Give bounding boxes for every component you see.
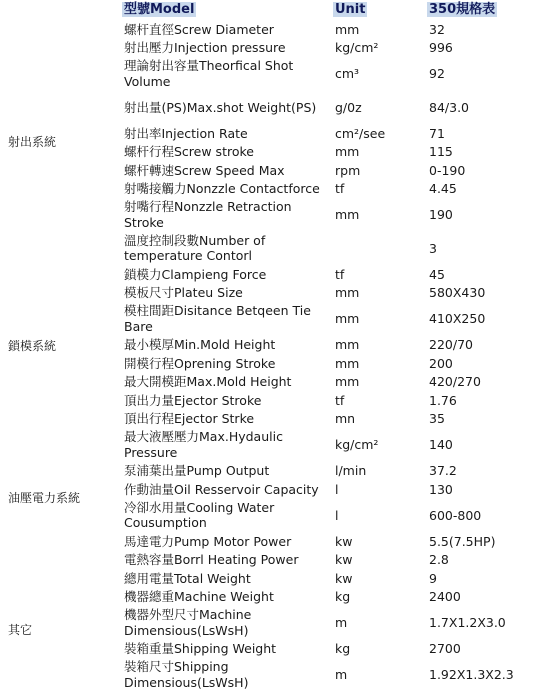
header-group-cell bbox=[0, 0, 124, 20]
spec-value: 420/270 bbox=[429, 374, 481, 389]
spec-label: 冷卻水用量Cooling Water Cousumption bbox=[124, 499, 275, 531]
spec-label: 射出壓力Injection pressure bbox=[124, 40, 286, 55]
header-unit-cell bbox=[335, 0, 429, 20]
spec-unit: kw bbox=[335, 533, 353, 549]
spec-label: 機器外型尺寸Machine Dimensious(LsWsH) bbox=[124, 607, 252, 638]
header-value-cell bbox=[429, 0, 553, 20]
spec-label: 螺杆直徑Screw Diameter bbox=[124, 21, 274, 37]
spec-label: 射嘴接觸力Nonzzle Contactforce bbox=[124, 181, 320, 196]
spec-label: 最大液壓壓力Max.Hydaulic Pressure bbox=[124, 429, 283, 460]
table-row bbox=[0, 20, 553, 39]
spec-value: 3 bbox=[429, 240, 437, 256]
spec-table-body bbox=[0, 20, 553, 692]
spec-value: 190 bbox=[429, 207, 453, 222]
spec-table-header bbox=[0, 0, 553, 20]
spec-label: 最大開模距Max.Mold Height bbox=[124, 374, 292, 389]
spec-label: 頂出力量Ejector Stroke bbox=[124, 392, 262, 408]
spec-unit: kg/cm² bbox=[335, 40, 379, 55]
spec-unit: mm bbox=[335, 144, 360, 159]
spec-value: 5.5(7.5HP) bbox=[429, 533, 496, 549]
spec-label: 作動油量Oil Resservoir Capacity bbox=[124, 481, 319, 497]
spec-value: 0-190 bbox=[429, 162, 466, 178]
spec-value: 115 bbox=[429, 144, 453, 159]
spec-label: 射嘴行程Nonzzle Retraction Stroke bbox=[124, 199, 292, 230]
spec-label: 開模行程Oprening Stroke bbox=[124, 355, 276, 371]
spec-unit: mm bbox=[335, 355, 360, 371]
spec-value: 220/70 bbox=[429, 337, 473, 352]
spec-label: 理論射出容量Theorfical Shot Volume bbox=[124, 58, 294, 89]
group-label: 射出系統 bbox=[8, 134, 57, 149]
spec-unit: kg/cm² bbox=[335, 437, 379, 452]
spec-value: 1.76 bbox=[429, 392, 457, 408]
spec-value: 71 bbox=[429, 125, 445, 141]
spec-unit: mm bbox=[335, 311, 360, 326]
spec-value: 32 bbox=[429, 21, 445, 37]
spec-label: 螺杆轉速Screw Speed Max bbox=[124, 162, 285, 178]
spec-value: 200 bbox=[429, 355, 453, 371]
header-value-label: 350規格表 bbox=[429, 2, 496, 17]
spec-unit: tf bbox=[335, 392, 345, 408]
spec-value: 37.2 bbox=[429, 463, 457, 478]
spec-unit: cm²/see bbox=[335, 125, 386, 141]
spec-unit: kw bbox=[335, 570, 353, 586]
spec-value: 580X430 bbox=[429, 285, 486, 300]
spec-unit: tf bbox=[335, 181, 345, 196]
spec-value: 92 bbox=[429, 66, 445, 81]
spec-value: 2700 bbox=[429, 641, 461, 656]
spec-value: 140 bbox=[429, 437, 453, 452]
spec-label: 泵浦葉出量Pump Output bbox=[124, 463, 270, 478]
spec-value: 1.7X1.2X3.0 bbox=[429, 615, 506, 630]
spec-label: 模柱間距Disitance Betqeen Tie Bare bbox=[124, 303, 311, 334]
table-row bbox=[0, 569, 553, 588]
spec-unit: cm³ bbox=[335, 66, 360, 81]
spec-unit: mn bbox=[335, 411, 356, 426]
spec-unit: m bbox=[335, 615, 348, 630]
spec-unit: mm bbox=[335, 374, 360, 389]
spec-label: 裝箱尺寸Shipping Dimensious(LsWsH) bbox=[124, 659, 249, 690]
table-row bbox=[0, 265, 553, 284]
spec-label: 電熱容量Borrl Heating Power bbox=[124, 552, 299, 567]
spec-unit: g/0z bbox=[335, 99, 362, 115]
spec-value: 996 bbox=[429, 40, 453, 55]
header-model-cell bbox=[124, 0, 335, 20]
table-row bbox=[0, 428, 553, 462]
spec-value: 2400 bbox=[429, 589, 461, 604]
spec-value: 45 bbox=[429, 266, 445, 282]
spec-label: 射出率Injection Rate bbox=[124, 125, 248, 141]
spec-unit bbox=[335, 232, 429, 266]
spec-unit: l/min bbox=[335, 463, 367, 478]
spec-unit: rpm bbox=[335, 162, 361, 178]
spec-unit: tf bbox=[335, 266, 345, 282]
spec-unit: mm bbox=[335, 207, 360, 222]
spec-unit: kg bbox=[335, 641, 351, 656]
spec-value: 1.92X1.3X2.3 bbox=[429, 667, 514, 682]
spec-label: 裝箱重量Shipping Weight bbox=[124, 641, 277, 656]
group-label: 其它 bbox=[8, 622, 33, 637]
spec-value: 4.45 bbox=[429, 181, 457, 196]
spec-unit: l bbox=[335, 507, 339, 523]
spec-label: 機器總重Machine Weight bbox=[124, 589, 274, 604]
spec-unit: kw bbox=[335, 552, 353, 567]
spec-label: 射出量(PS)Max.shot Weight(PS) bbox=[124, 99, 317, 115]
spec-value: 35 bbox=[429, 411, 445, 426]
spec-value: 130 bbox=[429, 481, 453, 497]
spec-label: 模板尺寸Plateu Size bbox=[124, 285, 243, 300]
spec-value: 9 bbox=[429, 570, 437, 586]
spec-label: 頂出行程Ejector Strke bbox=[124, 411, 255, 426]
spec-label: 馬達電力Pump Motor Power bbox=[124, 533, 292, 549]
spec-value: 84/3.0 bbox=[429, 99, 469, 115]
spec-unit: mm bbox=[335, 21, 360, 37]
spec-unit: mm bbox=[335, 337, 360, 352]
spec-label: 溫度控制段數Number of temperature Contorl bbox=[124, 232, 266, 264]
header-model-label: 型號Model bbox=[124, 2, 195, 17]
spec-label: 鎖模力Clampieng Force bbox=[124, 266, 267, 282]
spec-value: 600-800 bbox=[429, 507, 482, 523]
spec-value: 2.8 bbox=[429, 552, 449, 567]
group-label: 油壓電力系統 bbox=[8, 490, 81, 505]
spec-unit: m bbox=[335, 667, 348, 682]
spec-unit: mm bbox=[335, 285, 360, 300]
header-unit-label: Unit bbox=[335, 2, 366, 17]
spec-unit: l bbox=[335, 481, 339, 497]
spec-label: 最小模厚Min.Mold Height bbox=[124, 337, 276, 352]
spec-label: 螺杆行程Screw stroke bbox=[124, 144, 254, 159]
spec-value: 410X250 bbox=[429, 311, 486, 326]
header-row bbox=[0, 0, 553, 20]
spec-unit: kg bbox=[335, 589, 351, 604]
group-label: 鎖模系統 bbox=[8, 338, 57, 353]
spec-label: 總用電量Total Weight bbox=[124, 570, 251, 586]
